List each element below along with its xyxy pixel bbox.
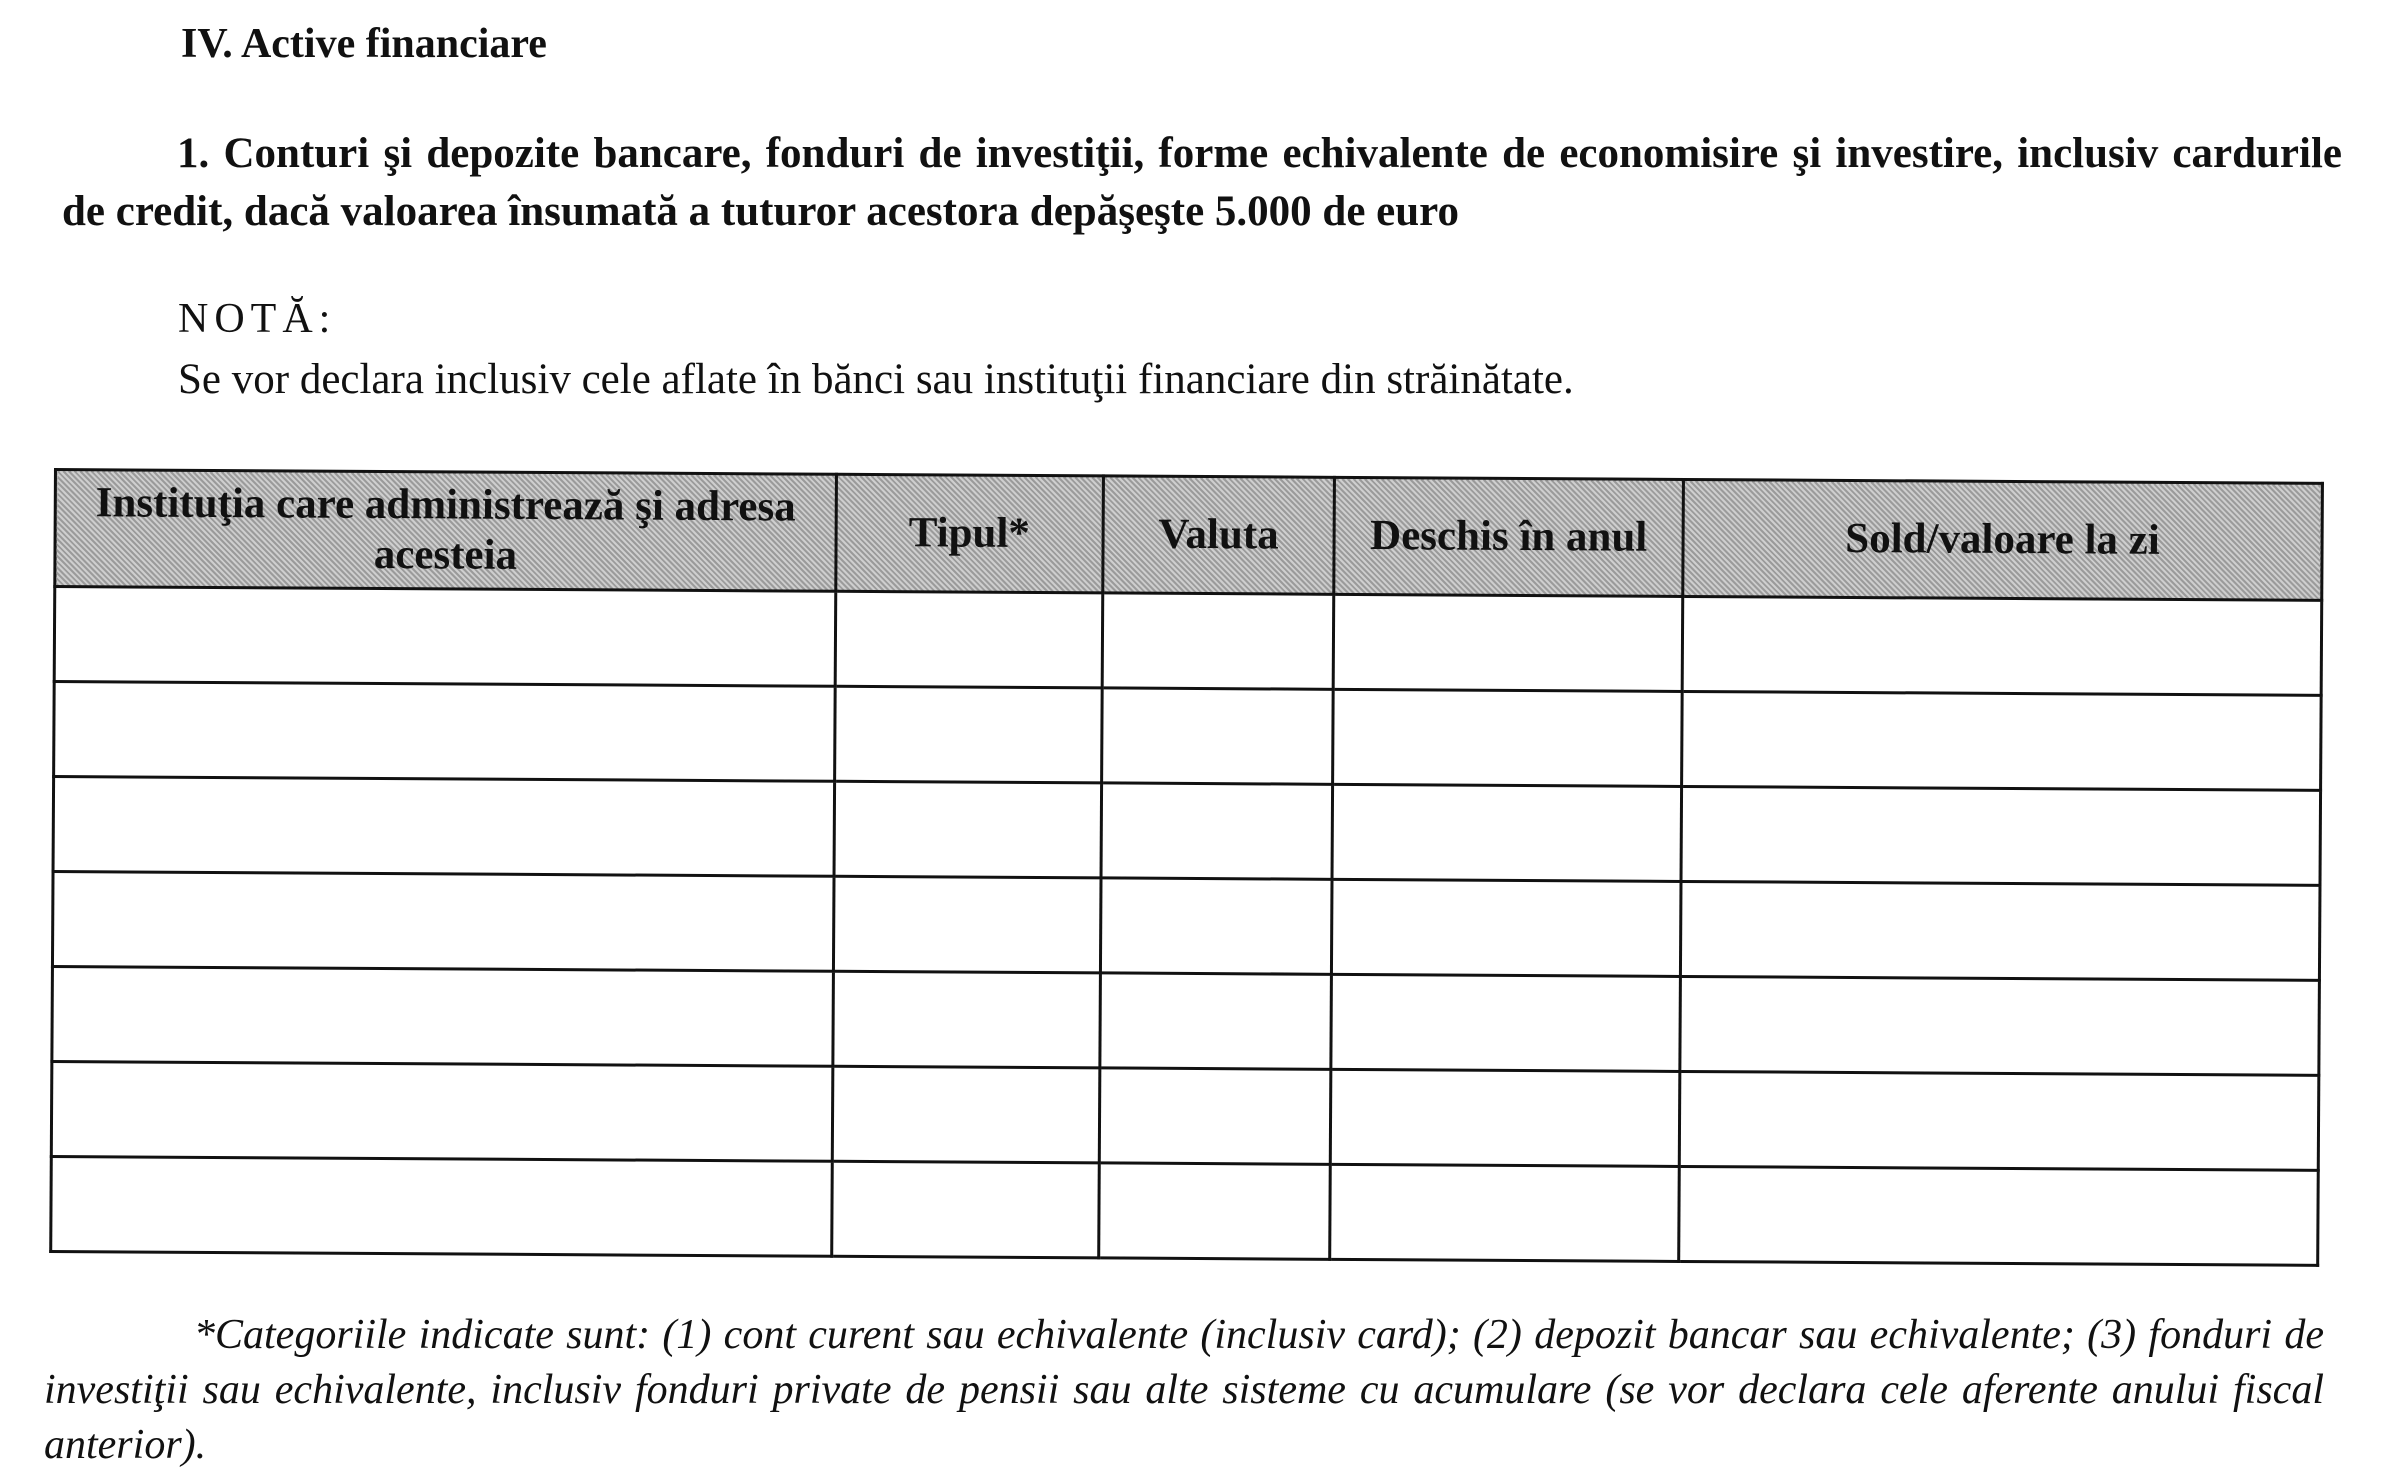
cell-opened-year[interactable] [1331,1069,1680,1166]
cell-balance[interactable] [1681,786,2321,885]
table-header-row [55,470,2323,601]
cell-opened-year[interactable] [1330,1164,1679,1261]
table-row [53,777,2321,886]
cell-institution[interactable] [53,777,834,877]
cell-currency[interactable] [1099,1068,1331,1164]
cell-type[interactable] [835,591,1102,688]
note-label: NOTĂ: [178,296,337,342]
note-text: Se vor declara inclusiv cele aflate în bănci sau instituţii financiare din străinătate. [178,356,1574,403]
table-row [54,587,2322,696]
financial-assets-table [49,468,2324,1267]
cell-balance[interactable] [1680,976,2320,1075]
cell-institution[interactable] [51,1061,832,1161]
subsection-heading: 1. Conturi şi depozite bancare, fonduri de investiţii, forme echivalente de economisire şi investire, inclusiv cardurile de credit, dacă valoarea însumată a tuturor acestora depăşeşte 5.000 de euro [62,130,2342,235]
table-row [51,1156,2319,1265]
header-currency: Valuta [1102,476,1334,594]
cell-balance[interactable] [1679,1166,2319,1265]
table-row [54,682,2322,791]
cell-currency[interactable] [1099,973,1331,1069]
cell-institution[interactable] [52,966,833,1066]
cell-type[interactable] [834,781,1101,878]
cell-opened-year[interactable] [1333,594,1682,691]
cell-type[interactable] [832,1066,1099,1163]
cell-type[interactable] [834,686,1101,783]
footnote: *Categoriile indicate sunt: (1) cont curent sau echivalente (inclusiv card); (2) depozit bancar sau echivalente; (3) fonduri de investiţii sau echivalente, inclusiv fonduri private de pensii sau alte sisteme cu acumulare (se vor declara cele aferente anului fiscal anterior). [44,1312,2324,1468]
cell-type[interactable] [833,876,1100,973]
table-row [52,872,2320,981]
cell-currency[interactable] [1101,783,1333,879]
header-balance: Sold/valoare la zi [1683,479,2323,600]
cell-institution[interactable] [54,682,835,782]
header-type: Tipul* [836,474,1103,593]
cell-currency[interactable] [1102,593,1334,689]
cell-institution[interactable] [51,1156,832,1256]
cell-balance[interactable] [1680,881,2320,980]
cell-currency[interactable] [1101,688,1333,784]
cell-institution[interactable] [54,587,835,687]
cell-opened-year[interactable] [1332,784,1681,881]
header-opened-year: Deschis în anul [1334,477,1683,596]
cell-balance[interactable] [1682,596,2322,695]
cell-currency[interactable] [1098,1163,1330,1259]
cell-institution[interactable] [52,872,833,972]
cell-opened-year[interactable] [1332,879,1681,976]
cell-type[interactable] [832,1161,1099,1258]
cell-balance[interactable] [1679,1071,2319,1170]
cell-type[interactable] [833,971,1100,1068]
section-title: IV. Active financiare [181,21,547,67]
cell-opened-year[interactable] [1333,689,1682,786]
table-row [51,1061,2319,1170]
cell-opened-year[interactable] [1331,974,1680,1071]
cell-currency[interactable] [1100,878,1332,974]
cell-balance[interactable] [1681,691,2321,790]
table-row [52,966,2320,1075]
header-institution: Instituţia care administrează şi adresa acesteia [55,470,837,592]
